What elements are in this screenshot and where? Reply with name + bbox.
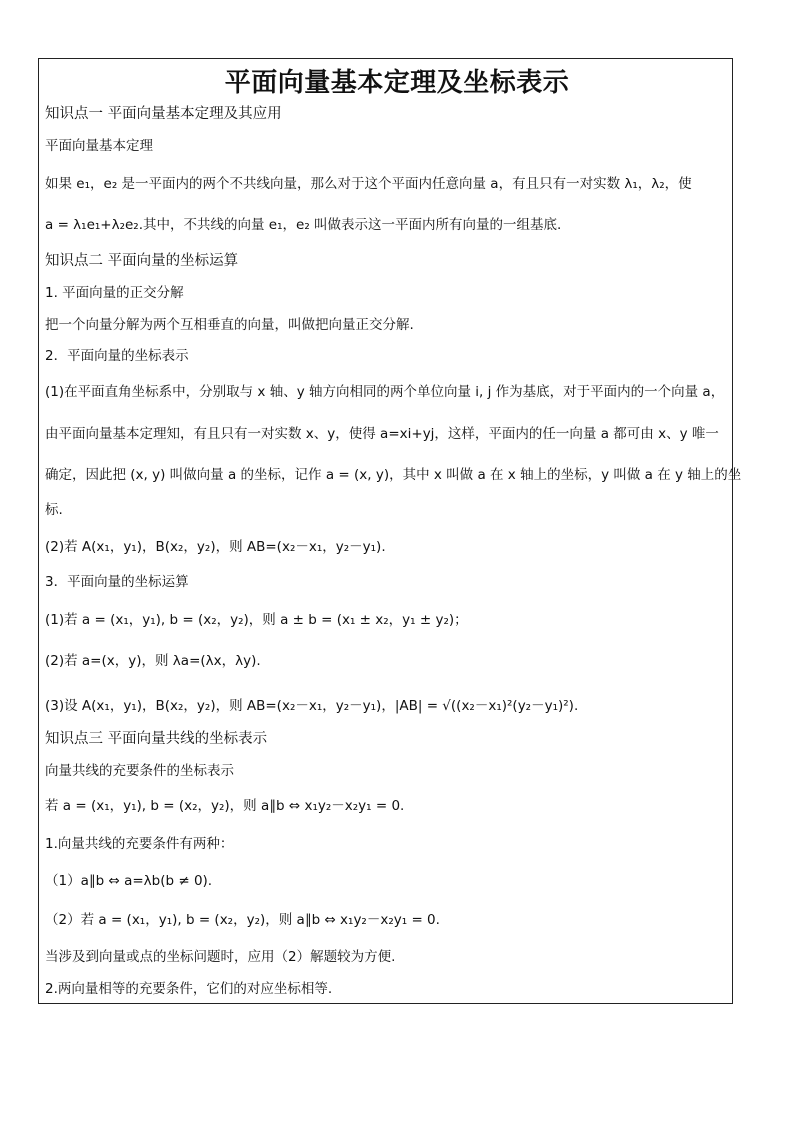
section-heading: 知识点三 平面向量共线的坐标表示 (45, 731, 268, 747)
text-line: （2）若 a = (x₁，y₁), b = (x₂，y₂)，则 a∥b ⇔ x₁y₂－x₂y₁ = 0. (45, 912, 440, 928)
text-line: 1.向量共线的充要条件有两种： (45, 836, 234, 852)
text-line: 标. (45, 502, 63, 518)
text-line: （1）a∥b ⇔ a=λb(b ≠ 0). (45, 873, 213, 889)
content-frame (38, 58, 733, 1004)
page-title: 平面向量基本定理及坐标表示 (224, 68, 570, 98)
text-line: 平面向量基本定理 (45, 138, 153, 154)
text-line: 向量共线的充要条件的坐标表示 (45, 763, 234, 779)
text-line: 由平面向量基本定理知，有且只有一对实数 x、y，使得 a=xi+yj，这样，平面内的任一向量 a 都可由 x、y 唯一 (45, 426, 719, 442)
text-line: (1)若 a = (x₁，y₁), b = (x₂，y₂)，则 a ± b = (x₁ ± x₂，y₁ ± y₂)； (45, 612, 468, 628)
text-line: 把一个向量分解为两个互相垂直的向量，叫做把向量正交分解. (45, 317, 414, 333)
text-line: 若 a = (x₁，y₁), b = (x₂，y₂)，则 a∥b ⇔ x₁y₂－x₂y₁ = 0. (45, 798, 405, 814)
text-line: (2)若 A(x₁，y₁)，B(x₂，y₂)，则 AB=(x₂－x₁，y₂－y₁). (45, 539, 386, 555)
text-line: 3．平面向量的坐标运算 (45, 574, 189, 590)
text-line: 如果 e₁，e₂ 是一平面内的两个不共线向量，那么对于这个平面内任意向量 a，有且只有一对实数 λ₁，λ₂，使 (45, 176, 692, 192)
text-line: 2．平面向量的坐标表示 (45, 348, 189, 364)
text-line: a = λ₁e₁+λ₂e₂.其中，不共线的向量 e₁，e₂ 叫做表示这一平面内所有向量的一组基底. (45, 217, 562, 233)
text-line: 1. 平面向量的正交分解 (45, 285, 184, 301)
text-line: (3)设 A(x₁，y₁)，B(x₂，y₂)，则 AB=(x₂－x₁，y₂－y₁)，|AB| = √((x₂－x₁)²(y₂－y₁)²). (45, 698, 579, 714)
text-line: (2)若 a=(x，y)，则 λa=(λx，λy). (45, 653, 261, 669)
text-line: 确定，因此把 (x, y) 叫做向量 a 的坐标，记作 a = (x, y)，其中 x 叫做 a 在 x 轴上的坐标，y 叫做 a 在 y 轴上的坐 (45, 467, 742, 483)
text-line: 2.两向量相等的充要条件，它们的对应坐标相等. (45, 981, 333, 997)
text-line: (1)在平面直角坐标系中，分别取与 x 轴、y 轴方向相同的两个单位向量 i, j 作为基底，对于平面内的一个向量 a， (45, 384, 725, 400)
text-line: 当涉及到向量或点的坐标问题时，应用（2）解题较为方便. (45, 949, 396, 965)
section-heading: 知识点二 平面向量的坐标运算 (45, 253, 239, 269)
section-heading: 知识点一 平面向量基本定理及其应用 (45, 106, 282, 122)
